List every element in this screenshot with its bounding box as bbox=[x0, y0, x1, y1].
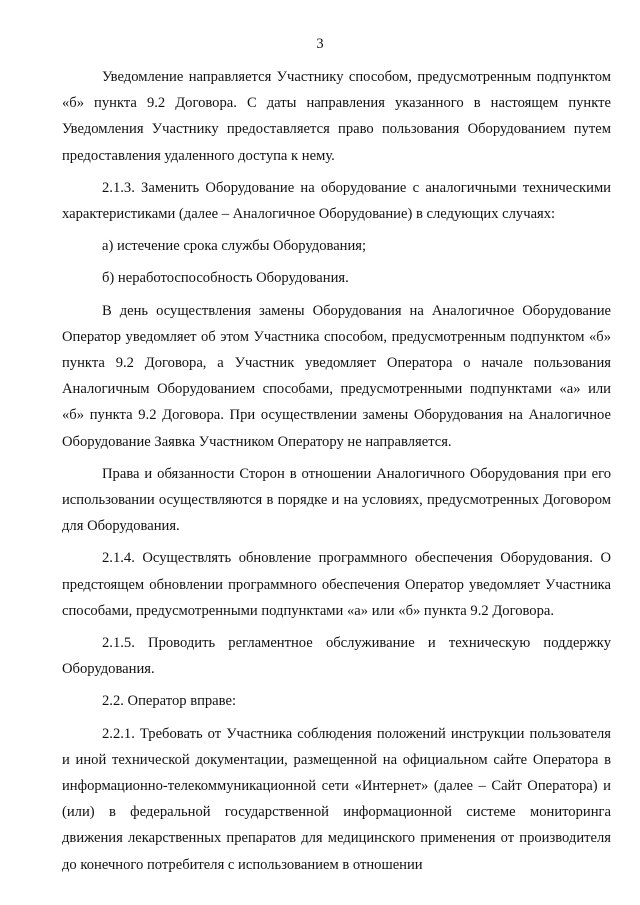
paragraph-2-1-5: 2.1.5. Проводить регламентное обслуживание и техническую поддержку Оборудования. bbox=[62, 635, 611, 678]
paragraph-case-b: б) неработоспособность Оборудования. bbox=[102, 270, 349, 287]
paragraph-case-a: а) истечение срока службы Оборудования; bbox=[102, 238, 367, 255]
paragraph-2-2-1: 2.2.1. Требовать от Участника соблюдения положений инструкции пользователя и иной технической документации, размещенной на официальном сайте Оператора в информационно-телекоммуникационной сети «Интернет» (далее – Сайт Оператора) и (или) в федеральной государственной информационной системе мониторинга движения лекарственных препаратов для медицинского применения от производителя до конечного потребителя с использованием в отношении bbox=[62, 725, 611, 873]
paragraph-rights-obligations: Права и обязанности Сторон в отношении Аналогичного Оборудования при его использовании осуществляются в порядке и на условиях, предусмотренных Договором для Оборудования. bbox=[62, 465, 611, 535]
paragraph-2-1-4: 2.1.4. Осуществлять обновление программного обеспечения Оборудования. О предстоящем обновлении программного обеспечения Оператор уведомляет Участника способами, предусмотренными подпунктами «а» или «б» пункта 9.2 Договора. bbox=[62, 550, 611, 619]
paragraph-2-1-3: 2.1.3. Заменить Оборудование на оборудование с аналогичными техническими характеристиками (далее – Аналогичное Оборудование) в следующих случаях: bbox=[62, 179, 611, 223]
paragraph-replacement-day: В день осуществления замены Оборудования на Аналогичное Оборудование Оператор уведомляет об этом Участника способом, предусмотренным подпунктом «б» пункта 9.2 Договора, а Участник уведомляет Оператора о начале пользования Аналогичным Оборудованием способами, предусмотренными подпунктами «а» или «б» пункта 9.2 Договора. При осуществлении замены Оборудования на Аналогичное Оборудование Заявка Участником Оператору не направляется. bbox=[62, 302, 611, 450]
paragraph-notification: Уведомление направляется Участнику способом, предусмотренным подпунктом «б» пункта 9.2 Договора. С даты направления указанного в настоящем пункте Уведомления Участнику предоставляется право пользования Оборудованием путем предоставления удаленного доступа к нему. bbox=[62, 69, 611, 164]
paragraph-2-2: 2.2. Оператор вправе: bbox=[102, 693, 237, 710]
page-number: 3 bbox=[316, 36, 324, 52]
document-body bbox=[62, 64, 611, 878]
